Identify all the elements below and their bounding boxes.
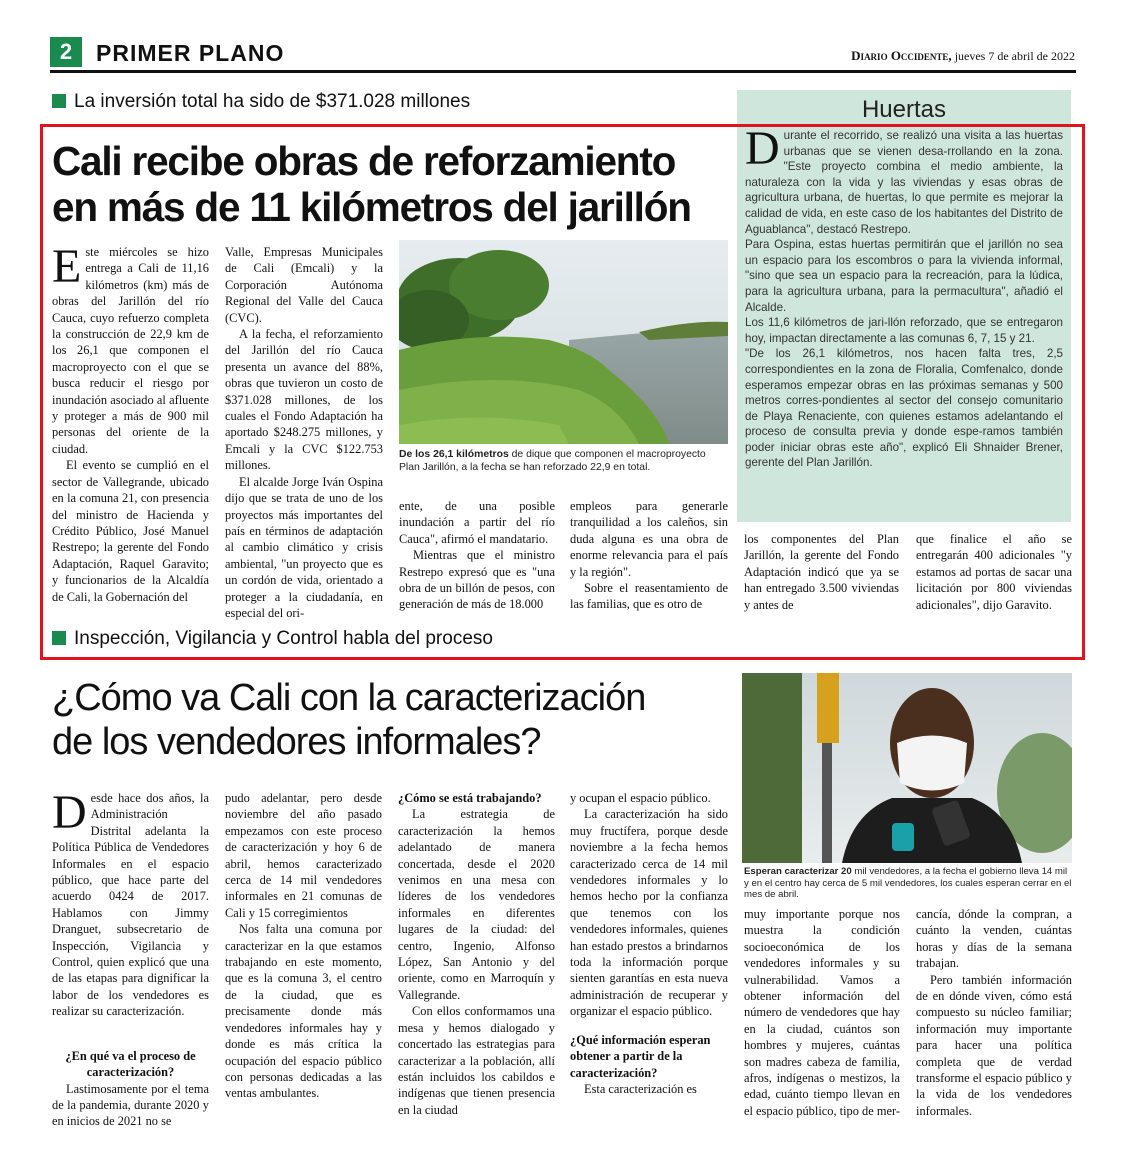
article1-kicker: La inversión total ha sido de $371.028 millones bbox=[52, 91, 470, 113]
article1-column-1: Este miércoles se hizo entrega a Cali de 11,16 kilómetros (km) más de obras del Jarillón del río Cauca, cuyo refuerzo completa la construcción de 22,9 km de los 26,1 que componen el macroproyecto con el que se busca reducir el riesgo por inundación asociado al afluente y proteger a más de 900 mil personas del oriente de la ciudad. El evento se cumplió en el sector de Vallegrande, ubicado en la comuna 21, con presencia del ministro de Hacienda y Crédito Público, José Manuel Restrepo; la gerente del Fondo Adaptación, Raquel Garavito; y funcionarios de la Alcaldía de Cali, la Gobernación del bbox=[52, 240, 209, 604]
article1-headline: Cali recibe obras de reforzamiento en más de 11 kilómetros del jarillón bbox=[52, 138, 691, 230]
article1-column-2: Valle, Empresas Municipales de Cali (Emcali) y la Corporación Autónoma Regional del Valle del Cauca (CVC). A la fecha, el reforzamiento del Jarillón del río Cauca presenta un avance del 88%, obras que tuvieron un costo de $371.028 millones, de los cuales el Fondo Adaptación ha aportado $248.275 millones, y Emcali y la CVC $122.753 millones. El alcalde Jorge Iván Ospina dijo que se trata de uno de los proyectos más importantes del país en términos de adaptación al cambio climático y crisis ambiental, "un proyecto que es un cordón de vida, orientado a proteger a la ciudadanía, en especial del ori- bbox=[225, 245, 383, 620]
masthead bbox=[851, 48, 1075, 64]
subheading: ¿En qué va el proceso de caracterización? bbox=[65, 1048, 196, 1080]
section-title: PRIMER PLANO bbox=[96, 40, 285, 66]
official-masked-photo bbox=[742, 673, 1072, 863]
article2-column-4: y ocupan el espacio público. La caracterización ha sido muy fructífera, porque desde noviembre a la fecha hemos caracterizado cerca de 14 mil vendedores informales y lo hemos hecho por la confianza que tenemos con los vendedores informales, quienes han estado prestos a brindarnos toda la información porque sienten garantías en esta nueva administración de recuperar y organizar el espacio público. ¿Qué información esperan obtener a partir de la caracterización? Esta caracterización es bbox=[570, 791, 728, 1096]
article2-kicker: Inspección, Vigilancia y Control habla del proceso bbox=[52, 628, 493, 650]
bullet-square-icon bbox=[52, 94, 66, 108]
header-rule bbox=[50, 70, 1076, 73]
article1-column-5: los componentes del Plan Jarillón, la gerente del Fondo Adaptación indicó que ya se han entregado 3.500 viviendas y antes de bbox=[744, 532, 899, 612]
article2-column-5: muy importante porque nos muestra la condición socioeconómica de los vendedores informales y su vulnerabilidad. Vamos a obtener información del número de vendedores que hay en la ciudad, cuántos son hombres y mujeres, cuántas son madres cabeza de familia, afros, indígenas o mestizos, la edad, cuánto tiempo llevan en el espacio público, tipo de mer- bbox=[744, 907, 900, 1118]
article2-column-2: pudo adelantar, pero desde noviembre del año pasado empezamos con este proceso de caracterización y hoy 6 de abril, hemos caracterizado cerca de 14 mil vendedores informales en 21 comunas de Cali y 15 corregimientos Nos falta una comuna por caracterizar en la que estamos trabajando en este momento, que es la comuna 3, el centro de la ciudad, que es precisamente donde más vendedores informales hay y donde es más crítica la ocupación del espacio público con personas dedicadas a las ventas ambulantes. bbox=[225, 791, 382, 1101]
article2-headline: ¿Cómo va Cali con la caracterización de los vendedores informales? bbox=[52, 677, 646, 763]
newspaper-name: Diario Occidente, bbox=[851, 48, 952, 63]
article2-column-6: cancía, dónde la compran, a cuánto la venden, cuántas horas y días de la semana trabajan. Pero también información de en dónde viven, cómo está compuesto su núcleo familiar; información muy importante para hacer una política completa que de verdad transforme el espacio público y la vida de los vendedores informales. bbox=[916, 907, 1072, 1118]
article2-column-1: Desde hace dos años, la Administración Distrital adelanta la Política Pública de Vendedores Informales en el espacio público, que hace parte del acuerdo 0424 de 2017. Hablamos con Jimmy Dranguet, subsecretario de Inspección, Vigilancia y Control, quien explicó que una de las etapas para dignificar la labor de los vendedores es realizar su caracterización. ¿En qué va el proceso de caracterización? Lastimosamente por el tema de la pandemia, durante 2020 y en inicios de 2021 no se bbox=[52, 786, 209, 1129]
article2-photo-caption: Esperan caracterizar 20 mil vendedores, a la fecha el gobierno lleva 14 mil y en el centro hay cerca de 5 mil vendedores, los cuales esperan cerrar en el mes de abril. bbox=[744, 866, 1072, 900]
article2-column-3: ¿Cómo se está trabajando? La estrategia de caracterización la hemos adelantado de manera concertada, desde el 2020 venimos en una mesa con líderes de los vendedores informales en diferentes lugares de la ciudad: del centro, Ingenio, Alfonso López, San Antonio y del oriente, como en Marroquín y Vallegrande. Con ellos conformamos una mesa y hemos dialogado y concertado las estrategias para caracterizar a la población, allí están incluidos los cabildos e indígenas que tienen presencia en la ciudad bbox=[398, 791, 555, 1117]
article1-column-4: empleos para generarle tranquilidad a los caleños, sin duda alguna es una obra de enorme relevancia para el país y la región". Sobre el reasentamiento de las familias, que es otro de bbox=[570, 499, 728, 612]
article1-column-3: ente, de una posible inundación a partir del río Cauca", afirmó el mandatario. Mientras que el ministro Restrepo expresó que es "una obra de un billón de pesos, con generación de más de 18.000 bbox=[399, 499, 555, 612]
dropcap: D bbox=[745, 122, 780, 175]
article1-photo-caption: De los 26,1 kilómetros de dique que componen el macroproyecto Plan Jarillón, a la fecha se han reforzado 22,9 en total. bbox=[399, 449, 706, 473]
issue-date: jueves 7 de abril de 2022 bbox=[954, 49, 1075, 63]
article1-column-6: que finalice el año se entregarán 400 adicionales "y estamos ad portas de sacar una licitación por 800 viviendas adicionales", dijo Garavito. bbox=[916, 532, 1072, 612]
highlight-box bbox=[40, 124, 1085, 660]
sidebar-body: Durante el recorrido, se realizó una visita a las huertas urbanas que se vienen desa-rrollando en la zona. "Este proyecto combina el medio ambiente, la naturaleza con la vida y las viviendas y esas obras de agricultura urbana, de huertas, lo que permite es mejorar la calidad de vida, en este caso de los habitantes del Distrito de Aguablanca", destacó Restrepo. Para Ospina, estas huertas permitirán que el jarillón no sea un espacio para los escombros o para la vivienda informal, "sino que sea un espacio para la recreación, para la lúdica, para la agricultura urbana, para la permacultura", añadió el Alcalde. Los 11,6 kilómetros de jari-llón reforzado, que se entregaron hoy, impactan directamente a las comunas 6, 7, 15 y 21. "De los 26,1 kilómetros, nos hacen falta tres, 2,5 correspondientes en la zona de Floralia, Comfenalco, donde esperamos empezar obras en las próximas semanas y 500 metros corres-pondientes al sector del consejo comunitario de Playa Renaciente, con quienes estamos adelantando el proceso de consulta previa y donde espe-ramos también poder iniciar obras este año", explicó Eli Shnaider Brener, gerente del Plan Jarillón. bbox=[745, 122, 1063, 470]
dropcap: E bbox=[52, 240, 82, 293]
sidebar-title: Huertas bbox=[861, 96, 947, 123]
subheading: ¿Cómo se está trabajando? bbox=[398, 791, 542, 805]
dropcap: D bbox=[52, 786, 87, 839]
page-number: 2 bbox=[50, 37, 82, 67]
subheading: ¿Qué información esperan obtener a partir de la caracterización? bbox=[570, 1032, 711, 1080]
